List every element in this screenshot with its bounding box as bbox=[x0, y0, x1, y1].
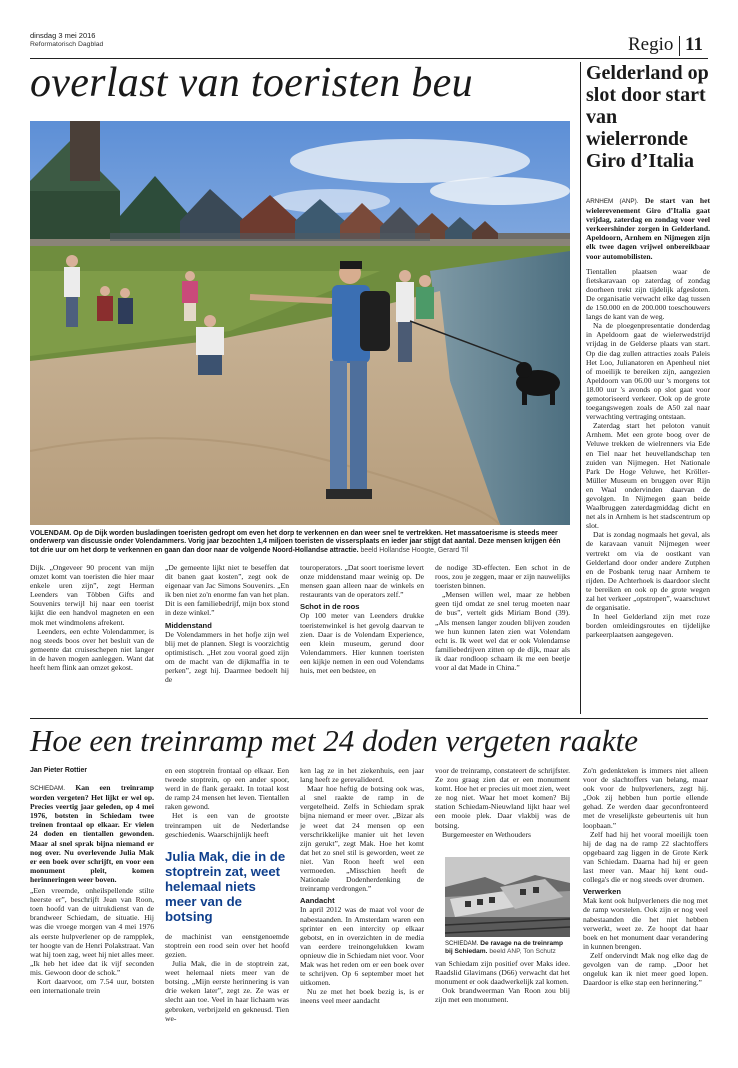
side-column bbox=[586, 196, 710, 640]
train-photo-caption bbox=[445, 940, 570, 956]
paragraph: „De gemeente lijkt niet te beseffen dat dit banen gaat kosten”, zegt ook de eigenaar van Jac Simons Souvenirs. „En ik ben niet zo'n enorme fan van het plan. Dit is een familiebedrijf, mijn box stond in deze winkel.” bbox=[165, 563, 289, 618]
sidebar-divider bbox=[580, 62, 581, 714]
paragraph: Zelf ondervindt Mak nog elke dag de gevolgen van de ramp. „Door het ongeluk kan ik niet meer goed lopen. Daardoor is elke stap een herinnering.” bbox=[583, 950, 708, 988]
paragraph: Leenders, een echte Volendammer, is nog steeds boos over het besluit van de gemeente dat cruiseschepen niet langer in de haven mogen aanleggen. Want dat heeft hem flink aan omzet gekost. bbox=[30, 626, 154, 673]
bottom-lead-text: Kan een treinramp worden vergeten? Het lijkt er wel op. Precies veertig jaar geleden, op 4 mei 1976, botsten in Schiedam twee treinen frontaal op elkaar. Er vielen 24 doden en tientallen gewonden. Maar al snel sprak bijna niemand er nog over. Nu overlevende Julia Mak er een boek over schrijft, en voor een monument pleit, komen herinneringen weer boven. bbox=[30, 783, 154, 884]
photo-credit: beeld Hollandse Hoogte, Gerard Til bbox=[360, 546, 469, 554]
bottom-column-1 bbox=[30, 766, 154, 995]
subheading: Middenstand bbox=[165, 620, 212, 630]
paragraph: „Mensen willen wel, maar ze hebben geen tijd omdat ze snel terug moeten naar de bus”, vertelt gids Miriam Bond (39). „Als mensen langer zouden blijven zouden we hun kunnen laten zien wat Volendam echt is. Ik weet wel dat er ook Volendamse familiebedrijven zitten op de dijk, maar als ik daar rondloop schaam ik me een beetje voor al dat Made in China.” bbox=[435, 590, 570, 673]
train-crash-photo bbox=[445, 857, 570, 937]
issue-date: dinsdag 3 mei 2016 bbox=[30, 31, 96, 40]
paragraph: van Schiedam zijn positief over Maks idee. Raadslid Glavimans (D66) verwacht dat het monument er ook daadwerkelijk zal komen. bbox=[435, 959, 570, 987]
subheading: Aandacht bbox=[300, 896, 335, 906]
page-number: 11 bbox=[685, 34, 703, 55]
paragraph: Tientallen plaatsen waar de fietskaravaan op zaterdag of zondag doorheen trekt zijn tijdelijk afgesloten. De organisatie verwacht elke dag tussen de 150.000 en de 200.000 toeschouwers langs de kant van de weg. bbox=[586, 266, 710, 322]
side-dateline: ARNHEM (ANP). bbox=[586, 198, 639, 205]
bottom-column-4b bbox=[435, 959, 570, 1004]
subheading: Schot in de roos bbox=[300, 602, 360, 612]
bottom-column-2 bbox=[165, 766, 289, 1023]
side-headline: Gelderland op slot door start van wielerronde Giro d’Italia bbox=[586, 62, 709, 172]
subheading: Verwerken bbox=[583, 887, 621, 897]
bottom-headline: Hoe een treinramp met 24 doden vergeten raakte bbox=[30, 723, 639, 758]
paragraph: Dijk. „Ongeveer 90 procent van mijn omzet komt van toeristen die hier maar enkele uren zijn”, zegt Herman Leenders van Többen Gifts and Souvenirs terwijl hij naar een toerist kijkt die een handvol magneten en een mok met windmolens afrekent. bbox=[30, 563, 154, 627]
paragraph: voor de treinramp, constateert de schrijfster. Ze zou graag zien dat er een monument komt. Hoe het er precies uit moet zien, weet ze nog niet. Waar het moet komen? Bij station Schiedam-Nieuwland lijkt haar wel een mooie plek. Daar vlakbij was de botsing. bbox=[435, 766, 570, 830]
train-caption-place: SCHIEDAM. bbox=[445, 941, 479, 947]
paragraph: ken lag ze in het ziekenhuis, een jaar lang heeft ze gerevalideerd. bbox=[300, 766, 424, 785]
paragraph: Mak kent ook hulpverleners die nog met de ramp worstelen. Ook zijn er nog veel nabestaanden die het niet hebben verwerkt, weet ze. Ze hoopt dat haar boek en het monument daar verandering in kunnen brengen. bbox=[583, 896, 708, 951]
volendam-photo bbox=[30, 121, 570, 525]
newspaper-name: Reformatorisch Dagblad bbox=[30, 41, 104, 48]
paragraph: Op 100 meter van Leenders drukke toeristenwinkel is het gevolg daarvan te zien. Daar is de Volendam Experience, een klein museum, gerund door Volendammers. Hier kunnen toeristen een kijkje nemen in een oud Volendams huis, met een bedstee, en bbox=[300, 611, 424, 676]
paragraph: „Een vreemde, onheilspellende stilte heerste er”, beschrijft Jean van Roon, toen hoofd van de uitrukdienst van de brandweer Schiedam, de situatie. Hij was die vroege morgen van 4 mei 1976 als eerste hulpverlener op de rampplek, ter hoogte van de Henri Polakstraat. Van wat hij toen zag, weet hij niet alles meer. „Ik heb het idee dat ik vijf seconden mis. Gewoon door de schok.” bbox=[30, 886, 154, 977]
paragraph: Na de ploegenpresentatie donderdag in Apeldoorn gaat de wielerwedstrijd vrijdag in de Gelderse plaats van start. Op die dag zullen attracties zoals Paleis Het Loo, Julianatoren en Apenheul niet of moeilijk te bereiken zijn, aangezien Apeldoorn van 06.00 uur 's morgens tot 18.00 uur 's avonds op slot gaat voor gemotoriseerd verkeer. Ook op de grote toegangswegen zoals de A50 zal naar verwachting vertraging ontstaan. bbox=[586, 321, 710, 422]
paragraph: Zaterdag start het peloton vanuit Arnhem. Met een grote boog over de Veluwe trekken de wielrenners via Ede en Tiel naar het heuvellandschap ten zuiden van Nijmegen. Het Nationale Park De Hoge Veluwe, het Kröller-Müller Museum en bruggen over Rijn en Waal ondervinden daarvan de gevolgen. In Nijmegen gaan beide Waalbruggen zaterdagmiddag dicht en net als in Arnhem is het stadscentrum op slot. bbox=[586, 421, 710, 531]
paragraph: Nu ze met het boek bezig is, is er ineens veel meer aandacht bbox=[300, 987, 424, 1006]
paragraph: Zo'n gedenkteken is immers niet alleen voor de slachtoffers van belang, maar ook voor de hulpverleners, zegt hij. „Ook zij hebben hun portie ellende gehad. Ze werden daar geconfronteerd met de vreselijkste gebeurtenis uit hun loopbaan.” bbox=[583, 766, 708, 830]
top-column-1 bbox=[30, 563, 154, 672]
caption-text: Op de Dijk worden busladingen toeristen gedropt om even het dorp te verkennen en dan weer snel te vertrekken. Het massatoerisme is steeds meer onderwerp van discussie onder Volendammers. Vorig jaar bezochten 1,4 miljoen toeristen de vissersplaats en ieder jaar stijgt dat aantal. Deze mensen krijgen één tot drie uur om het dorp te verkennen en gaan dan door naar de volgende Noord-Hollandse attractie. bbox=[30, 530, 561, 554]
paragraph: Dat is zondag nogmaals het geval, als de karavaan vanuit Nijmegen weer vertrekt om via de oostkant van Gelderland door onder andere Zutphen en de Posbank terug naar Arnhem te rijden. De Achterhoek is daardoor slecht te bereiken en ook op de grote wegen zal het verkeer „opstropen”, waarschuwt de organisatie. bbox=[586, 530, 710, 613]
top-column-4 bbox=[435, 563, 570, 672]
bottom-column-3 bbox=[300, 766, 424, 1005]
photo-caption bbox=[30, 530, 570, 555]
paragraph: In heel Gelderland zijn met roze borden omleidingsroutes en tijdelijke parkeerplaatsen aangegeven. bbox=[586, 612, 710, 640]
paragraph: Zelf had hij het vooral moeilijk toen hij de dag na de ramp 22 slachtoffers opgebaard zag liggen in de Grote Kerk van Schiedam. Daarna had hij er geen last meer van. Maar hij kent oud-collega's die er nog steeds over dromen. bbox=[583, 829, 708, 885]
paragraph: De Volendammers in het hofje zijn wel blij met de plannen. Slegt is voorzichtig optimistisch. „Het zou vooral goed zijn om de macht van de dijkmaffia in te perken”, zegt hij. Daarmee bedoelt hij de bbox=[165, 629, 289, 685]
caption-place: VOLENDAM. bbox=[30, 530, 72, 537]
top-column-2 bbox=[165, 563, 289, 684]
paragraph: en een stoptrein frontaal op elkaar. Een tweede stoptrein, op een ander spoor, werd in de flank geraakt. In totaal kost de ramp 24 mensen het leven. Tientallen raken gewond. bbox=[165, 766, 289, 812]
paragraph: de nodige 3D-effecten. Een schot in de roos, zou je zeggen, maar er zijn nauwelijks toeristen binnen. bbox=[435, 563, 570, 591]
paragraph: Het is een van de grootste treinrampen uit de Nederlandse geschiedenis. Waarschijnlijk heeft bbox=[165, 811, 289, 839]
bottom-lead bbox=[30, 783, 154, 884]
paragraph: de machinist van eenstgenoemde stoptrein een rood sein over het hoofd gezien. bbox=[165, 931, 289, 959]
byline: Jan Pieter Rottier bbox=[30, 767, 88, 774]
paragraph: Julia Mak, die in de stoptrein zat, weet helemaal niets meer van de botsing. „Mijn eerste herinnering is van drie weken later”, zegt ze. Ze was er slecht aan toe. Veel in haar lichaam was gebroken, verbrijzeld en gekneusd. Tien we- bbox=[165, 959, 289, 1023]
top-headline: overlast van toeristen beu bbox=[30, 60, 473, 106]
paragraph: Maar hoe heftig de botsing ook was, al snel raakte de ramp in de vergetelheid. Zelfs in Schiedam sprak bijna niemand er meer over. „Bizar als je weet dat 24 mensen op een verschrikkelijke manier uit het leven zijn gerukt”, zegt Mak. Hoe het komt dat het zo snel stil is geworden, weet ze niet. Van Roon heeft wel een vermoeden. „Misschien heeft de Nationale Dodenherdenking de treinramp verdrongen.” bbox=[300, 784, 424, 894]
paragraph: Kort daarvoor, om 7.54 uur, botsten een internationale trein bbox=[30, 976, 154, 996]
pull-quote: Julia Mak, die in de stoptrein zat, weet helemaal niets meer van de botsing bbox=[165, 848, 286, 924]
paragraph: touroperators. „Dat soort toerisme levert onze middenstand maar weinig op. De mensen gaan alleen naar de winkels en restaurants van de operators zelf.” bbox=[300, 563, 424, 600]
paragraph: Ook brandweerman Van Roon zou blij zijn met een monument. bbox=[435, 986, 570, 1005]
section-name: Regio bbox=[628, 34, 674, 55]
bottom-column-5 bbox=[583, 766, 708, 987]
top-column-3 bbox=[300, 563, 424, 675]
side-lead-text: De start van het wielerevenement Giro d’Italia gaat vrijdag, zaterdag en zondag voor veel verkeershinder zorgen in Gelderland. Apeldoorn, Arnhem en Nijmegen zijn elk twee dagen vrijwel onbereikbaar voor automobilisten. bbox=[586, 196, 711, 261]
col4-subline: Burgemeester en Wethouders bbox=[442, 829, 531, 839]
train-photo-credit: beeld ANP, Ton Schutz bbox=[489, 948, 556, 955]
paragraph: In april 2012 was de maat vol voor de nabestaanden. In Amsterdam waren een sprinter en een intercity op elkaar gebotst, en in overzichten in de media van eerdere treinongelukken kwam opnieuw die in Schiedam niet voor. Voor Mak was het reden om er een boek over te schrijven. Op 6 september moet het uitkomen. bbox=[300, 905, 424, 988]
header-divider bbox=[679, 36, 680, 56]
bottom-dateline: SCHIEDAM. bbox=[30, 785, 65, 792]
side-lead bbox=[586, 196, 710, 261]
train-caption-text: De ravage na de treinramp bij Schiedam. bbox=[445, 940, 564, 955]
bottom-column-4 bbox=[435, 766, 570, 839]
section-rule bbox=[30, 718, 708, 719]
